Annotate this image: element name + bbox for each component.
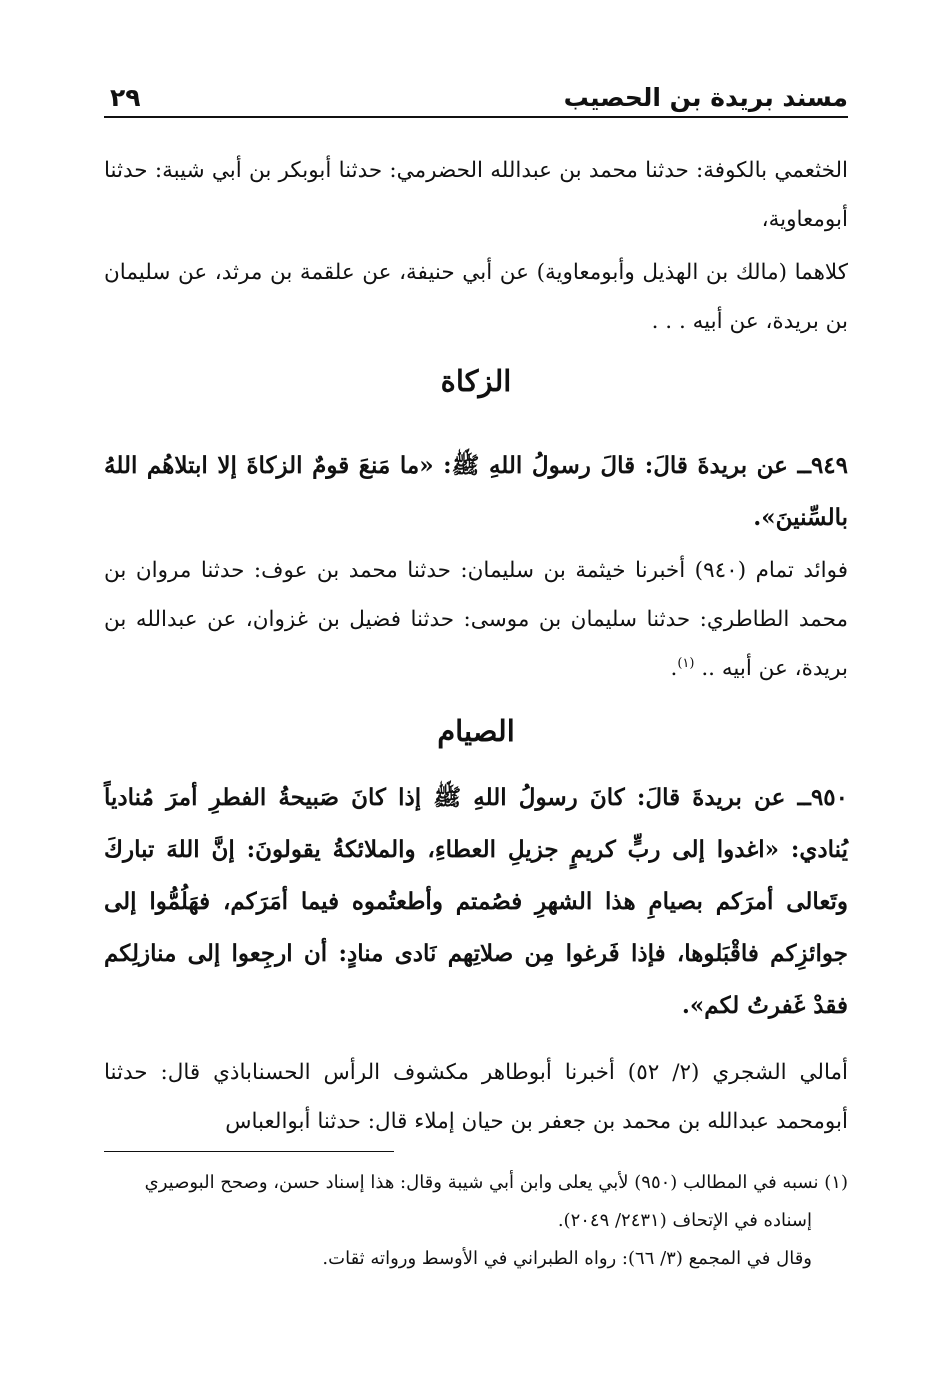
- footnote-1-line-3: وقال في المجمع (٣/ ٦٦): رواه الطبراني في الأوسط ورواته ثقات.: [322, 1248, 812, 1269]
- running-title: مسند بريدة بن الحصيب: [563, 83, 848, 112]
- isnad-950: أمالي الشجري (٢/ ٥٢) أخبرنا أبوطاهر مكشوف الرأس الحسناباذي قال: حدثنا أبومحمد عبدالله بن محمد بن جعفر بن حيان إملاء قال: حدثنا أبوالعباس: [104, 1060, 849, 1134]
- page-number: ٢٩: [110, 83, 141, 112]
- section-heading-zakat: الزكاة: [440, 364, 512, 398]
- footnote-divider: [104, 1151, 394, 1152]
- footnote-1-line-2: إسناده في الإتحاف (٢٤٣١/ ٢٠٤٩).: [557, 1210, 812, 1231]
- paragraph-isnad-continuation: الخثعمي بالكوفة: حدثنا محمد بن عبدالله الحضرمي: حدثنا أبوبكر بن أبي شيبة: حدثنا أبومعاوية،: [104, 158, 848, 232]
- hadith-950: ٩٥٠ــ عن بريدةَ قالَ: كانَ رسولُ اللهِ ﷺ إذا كانَ صَبيحةُ الفطرِ أمرَ مُنادياً يُنادي: «اغدوا إلى ربٍّ كريمٍ جزيلِ العطاءِ، والملائكةُ يقولونَ: إنَّ اللهَ تباركَ وتَعالى أمرَكم بصيامِ هذا الشهرِ فصُمتم وأطعتُموه فيما أمَرَكم، فهَلُمُّوا إلى جوائزِكم فاقْبَلوها، فإذا فَرغوا مِن صلاتِهم نَادى منادٍ: أن ارجِعوا إلى منازلِكم فقدْ غَفرتُ لكم».: [104, 784, 848, 1019]
- footnotes: [104, 1164, 848, 1278]
- isnad-949-text: فوائد تمام (٩٤٠) أخبرنا خيثمة بن سليمان: حدثنا محمد بن عوف: حدثنا مروان بن محمد الطاطري: حدثنا سليمان بن موسى: حدثنا فضيل بن غزوان، عن عبدالله بن بريدة، عن أبيه ..: [104, 558, 848, 681]
- paragraph-kilahuma: كلاهما (مالك بن الهذيل وأبومعاوية) عن أبي حنيفة، عن علقمة بن مرثد، عن سليمان بن بريدة، عن أبيه . . .: [104, 260, 848, 334]
- running-header: [104, 74, 848, 118]
- footnote-ref-1: (١): [677, 655, 695, 671]
- hadith-949: ٩٤٩ــ عن بريدةَ قالَ: قالَ رسولُ اللهِ ﷺ: «ما مَنعَ قومٌ الزكاةَ إلا ابتلاهُم اللهُ بالسِّنينَ».: [104, 452, 848, 531]
- footnote-1-line-1: (١) نسبه في المطالب (٩٥٠) لأبي يعلى وابن أبي شيبة وقال: هذا إسناد حسن، وصحح البوصيري: [144, 1172, 848, 1193]
- section-heading-fasting: الصيام: [437, 714, 515, 748]
- isnad-949: فوائد تمام (٩٤٠) أخبرنا خيثمة بن سليمان: حدثنا محمد بن عوف: حدثنا مروان بن محمد الطاطري: حدثنا سليمان بن موسى: حدثنا فضيل بن غزوان، عن عبدالله بن بريدة، عن أبيه .. $^{(١)}$.: [104, 558, 848, 681]
